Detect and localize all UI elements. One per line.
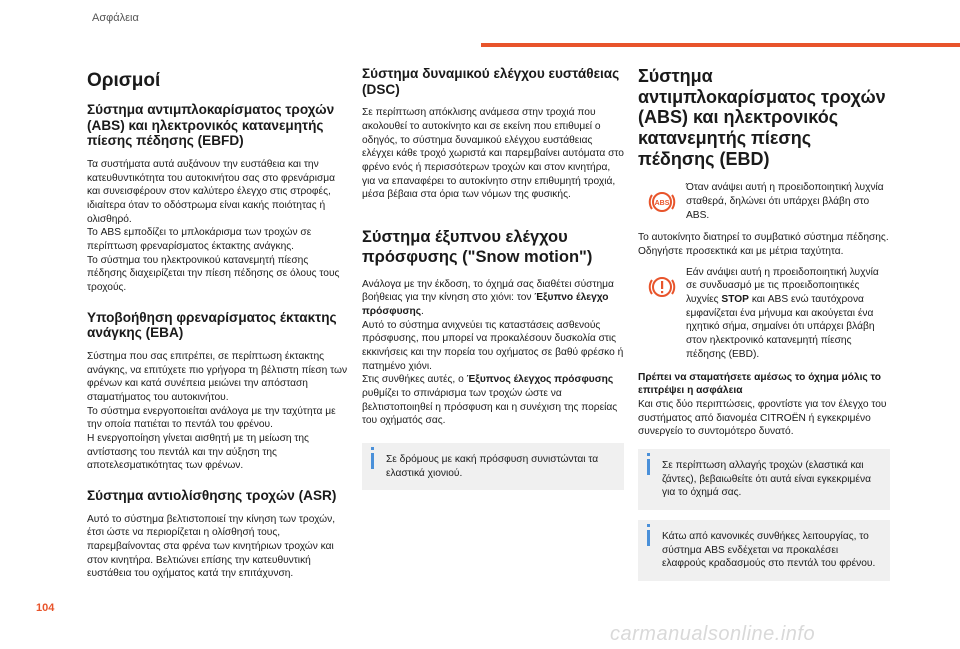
paragraph: Η ενεργοποίηση γίνεται αισθητή με τη μείωση της αντίστασης του πεντάλ και την αύξηση της αποτελεσματικότητας των φρένων.	[87, 432, 309, 472]
text-run: Ανάλογα με την έκδοση, το όχημά σας διαθέτει σύστημα βοήθειας για την κίνηση στο χιόνι: τον	[362, 278, 614, 304]
column-left	[87, 66, 349, 596]
info-icon	[371, 447, 374, 450]
paragraph: Σύστημα που σας επιτρέπει, σε περίπτωση έκτακτης ανάγκης, να επιτύχετε πιο γρήγορα τη βέλτιστη πίεση των φρένων και κατά συνέπεια μειώνει την απόσταση σταματήματος του αυτοκινήτου.	[87, 350, 348, 403]
section-heading: Σύστημα αντιμπλοκαρίσματος τροχών (ABS) και ηλεκτρονικός κατανεμητής πίεσης πέδησης (EBFD)	[87, 102, 335, 149]
brake-warning-row	[638, 266, 890, 362]
section-heading: Σύστημα αντιολίσθησης τροχών (ASR)	[87, 487, 337, 503]
text-run-bold: Έξυπνος έλεγχος πρόσφυσης	[466, 374, 614, 386]
paragraph: Το σύστημα του ηλεκτρονικού κατανεμητή πίεσης πέδησης διαχειρίζεται την πίεση πέδησης σε όλους τους τροχούς.	[87, 254, 340, 293]
info-note	[362, 443, 624, 490]
paragraph: Τα συστήματα αυτά αυξάνουν την ευστάθεια και την κατευθυντικότητα του αυτοκινήτου σας στο φρενάρισμα και συνεισφέρουν στον καλύτερο έλεγχο στις στροφές, ιδιαίτερα όταν το οδόστρωμα είναι κακής ποιότητας ή ολισθηρό.	[87, 158, 336, 225]
info-note	[638, 520, 890, 581]
section-abs-ebfd	[87, 102, 349, 295]
section-heading: Σύστημα αντιμπλοκαρίσματος τροχών (ABS) και ηλεκτρονικός κατανεμητής πίεσης πέδησης (EBD)	[638, 66, 886, 169]
paragraph	[686, 266, 890, 362]
abs-warning-light-icon	[638, 181, 686, 217]
info-note	[638, 449, 890, 510]
section-heading: Υποβοήθηση φρεναρίσματος έκτακτης ανάγκης (EBA)	[87, 309, 337, 341]
paragraph: Όταν ανάψει αυτή η προειδοποιητική λυχνία σταθερά, δηλώνει ότι υπάρχει βλάβη στο ABS.	[686, 182, 884, 221]
info-icon-bar	[371, 453, 374, 469]
text-run-bold: Έξυπνο έλεγχο πρόσφυσης	[362, 292, 609, 317]
section-heading: Σύστημα δυναμικού ελέγχου ευστάθειας (DSC)	[362, 66, 620, 97]
text-run: και ABS ενώ ταυτόχρονα εμφανίζεται ένα μήνυμα και ακούγεται ένα ηχητικό σήμα, σημαίνει ότι υπάρχει βλάβη στον ηλεκτρονικό κατανεμητή πίεσης πέδησης (EBD).	[686, 294, 875, 360]
watermark: carmanualsonline.info	[610, 623, 816, 645]
abs-icon-label: ABS	[654, 200, 670, 208]
paragraph: Σε περίπτωση απόκλισης ανάμεσα στην τροχιά που ακολουθεί το αυτοκίνητο και σε εκείνη που επιθυμεί ο οδηγός, το σύστημα δυναμικού ελέγχου ευστάθειας ελέγχει κάθε τροχό χωριστά και παρεμβαίνει αυτόματα στο φρένο ενός ή περισσότερων τροχών και στον κινητήρα, για να επαναφέρει το αυτοκίνητο στην επιθυμητή τροχιά, μέσα βέβαια στα όρια των νόμων της φυσικής.	[362, 107, 624, 201]
info-icon	[647, 524, 650, 527]
page-number: 104	[36, 602, 55, 614]
page-title: Ορισμοί	[87, 70, 161, 91]
column-right	[638, 66, 890, 581]
text-run: Στις συνθήκες αυτές, ο	[362, 374, 467, 386]
info-icon-bar	[647, 459, 650, 475]
paragraph	[362, 373, 624, 428]
section-eba	[87, 310, 349, 473]
section-snow-motion	[362, 228, 624, 428]
section-header-title: Ασφάλεια	[92, 12, 139, 24]
brake-warning-light-icon	[638, 266, 686, 302]
section-dsc	[362, 66, 624, 202]
text-run-bold: STOP	[721, 294, 749, 306]
column-middle	[362, 66, 624, 490]
paragraph: Και στις δύο περιπτώσεις, φροντίστε για τον έλεγχο του συστήματος από διανομέα CITROËN ή εγκεκριμένο συνεργείο το συντομότερο δυνατό.	[638, 398, 887, 438]
paragraph: Αυτό το σύστημα ανιχνεύει τις καταστάσεις ασθενούς πρόσφυσης, που μπορεί να προκαλέσουν δυσκολία στις εκκινήσεις και την πορεία του οχήματος σε βαθύ φρέσκο ή πατημένο χιόνι.	[362, 319, 624, 372]
note-text: Σε περίπτωση αλλαγής τροχών (ελαστικά και ζάντες), βεβαιωθείτε ότι αυτά είναι εγκεκριμένα για το όχημά σας.	[662, 459, 871, 499]
header-accent-bar	[481, 43, 960, 47]
stop-instruction: Πρέπει να σταματήσετε αμέσως το όχημα μόλις το επιτρέψει η ασφάλεια	[638, 371, 882, 397]
info-icon-bar	[647, 530, 650, 546]
paragraph: Αυτό το σύστημα βελτιστοποιεί την κίνηση των τροχών, έτσι ώστε να περιορίζεται η ολίσθησή τους, παρεμβαίνοντας στα φρένα των κινητήριων τροχών και στον κινητήρα. Βελτιώνει επίσης την κατευθυντική ευστάθεια του οχήματος κατά την επιτάχυνση.	[87, 513, 336, 580]
abs-warning-row	[638, 181, 890, 222]
text-run: Εάν ανάψει αυτή η προειδοποιητική λυχνία σε συνδυασμό με τις προειδοποιητικές λυχνίες	[686, 266, 879, 306]
note-text: Σε δρόμους με κακή πρόσφυση συνιστώνται τα ελαστικά χιονιού.	[386, 453, 599, 479]
paragraph: Το ABS εμποδίζει το μπλοκάρισμα των τροχών σε περίπτωση φρεναρίσματος έκτακτης ανάγκης.	[87, 227, 312, 252]
note-text: Κάτω από κανονικές συνθήκες λειτουργίας, το σύστημα ABS ενδέχεται να προκαλέσει ελαφρούς κραδασμούς στο πεντάλ του φρένου.	[662, 530, 876, 570]
text-run: .	[421, 305, 424, 317]
text-run: ρυθμίζει το σπινάρισμα των τροχών ώστε να βελτιστοποιηθεί η πρόσφυση και η συνέχιση της πορείας του οχήματός σας.	[362, 387, 618, 427]
section-heading: Σύστημα έξυπνου ελέγχου πρόσφυσης ("Snow motion")	[362, 227, 593, 266]
info-icon	[647, 453, 650, 456]
paragraph: Το σύστημα ενεργοποιείται ανάλογα με την ταχύτητα με την οποία πατιέται το πεντάλ του φρένου.	[87, 405, 336, 431]
section-asr	[87, 488, 349, 581]
paragraph: Το αυτοκίνητο διατηρεί το συμβατικό σύστημα πέδησης. Οδηγήστε προσεκτικά και με μέτρια ταχύτητα.	[638, 232, 889, 258]
paragraph	[362, 278, 624, 319]
